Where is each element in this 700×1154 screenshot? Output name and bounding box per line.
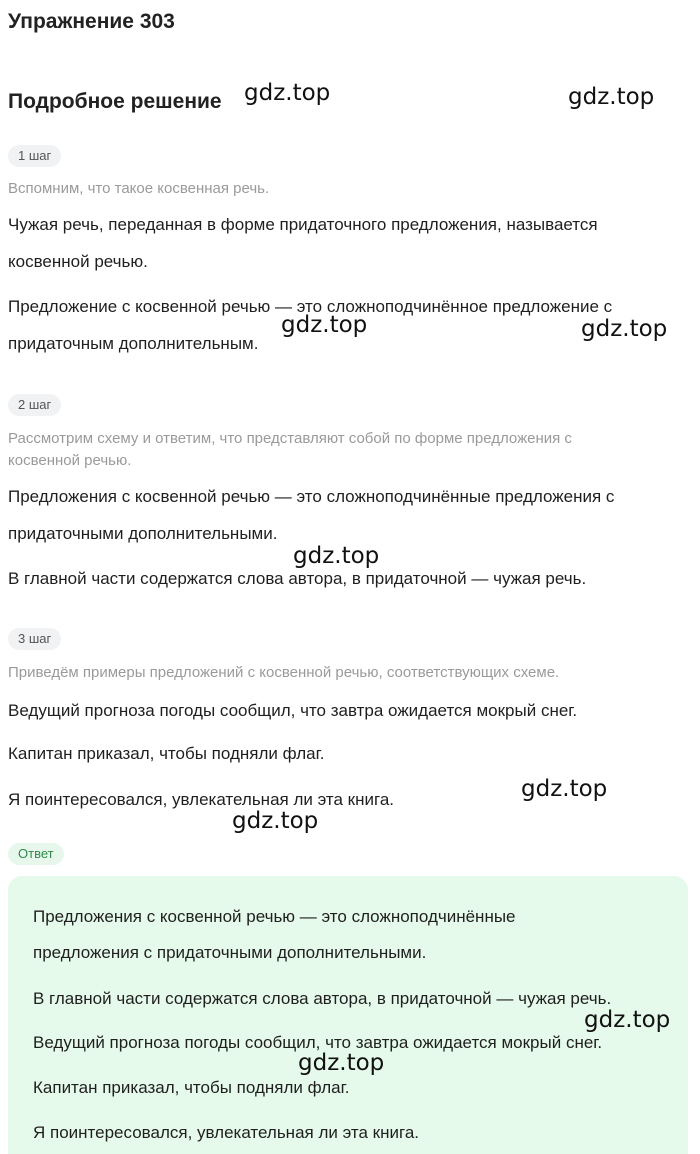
step-paragraph: Я поинтересовался, увлекательная ли эта книга. (8, 790, 394, 809)
step-paragraph: Чужая речь, переданная в форме придаточного предложения, называется косвенной речью. (8, 215, 598, 271)
step-paragraph: Предложение с косвенной речью — это сложноподчинённое предложение с придаточным дополнительным. (8, 297, 613, 353)
step-badge: 3 шаг (8, 628, 61, 650)
step-badge: 2 шаг (8, 394, 61, 416)
page-title: Упражнение 303 (8, 10, 175, 33)
step-badge: 1 шаг (8, 145, 61, 167)
watermark: gdz.top (568, 84, 655, 110)
step-paragraph: Ведущий прогноза погоды сообщил, что завтра ожидается мокрый снег. (8, 701, 578, 720)
watermark: gdz.top (293, 543, 380, 569)
answer-paragraph: Я поинтересовался, увлекательная ли эта книга. (33, 1123, 419, 1142)
answer-paragraph: В главной части содержатся слова автора, в придаточной — чужая речь. (33, 989, 612, 1008)
watermark: gdz.top (581, 316, 668, 342)
section-title: Подробное решение (8, 90, 222, 113)
answer-paragraph: Предложения с косвенной речью — это сложноподчинённые предложения с придаточными дополнительными. (33, 907, 516, 962)
step-paragraph: Предложения с косвенной речью — это сложноподчинённые предложения с придаточными дополнительными. (8, 487, 615, 543)
answer-paragraph: Ведущий прогноза погоды сообщил, что завтра ожидается мокрый снег. (33, 1033, 603, 1052)
answer-badge: Ответ (8, 843, 64, 865)
step-hint: Приведём примеры предложений с косвенной речью, соответствующих схеме. (8, 664, 560, 681)
watermark: gdz.top (244, 80, 331, 106)
answer-paragraph: Капитан приказал, чтобы подняли флаг. (33, 1078, 350, 1097)
watermark: gdz.top (584, 1007, 671, 1033)
watermark: gdz.top (232, 808, 319, 834)
step-paragraph: Капитан приказал, чтобы подняли флаг. (8, 744, 325, 763)
watermark: gdz.top (521, 776, 608, 802)
step-hint: Вспомним, что такое косвенная речь. (8, 180, 270, 197)
step-paragraph: В главной части содержатся слова автора, в придаточной — чужая речь. (8, 569, 587, 588)
step-hint: Рассмотрим схему и ответим, что представляют собой по форме предложения с косвенной речью. (8, 430, 572, 469)
watermark: gdz.top (281, 312, 368, 338)
watermark: gdz.top (298, 1050, 385, 1076)
